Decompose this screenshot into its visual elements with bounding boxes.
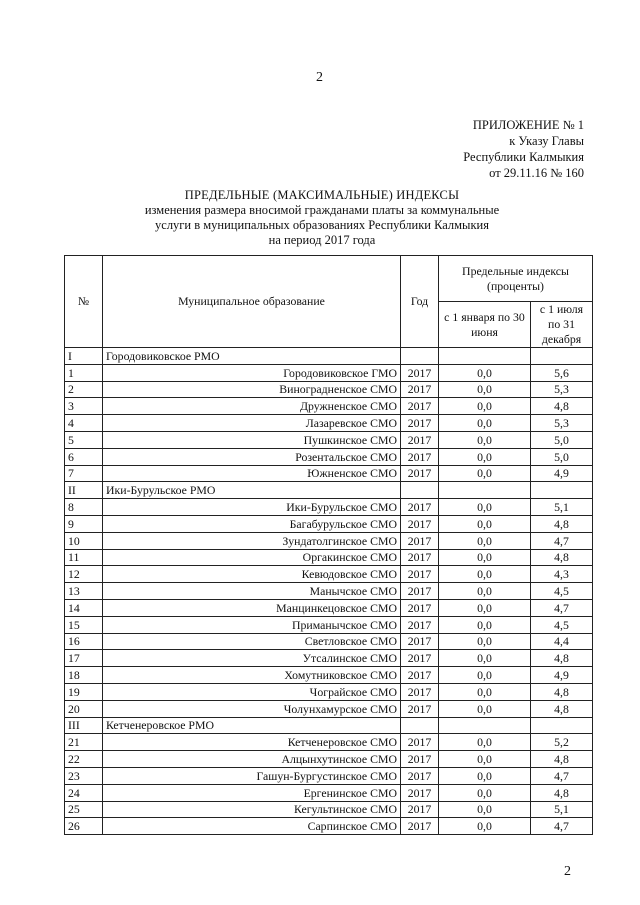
row-year	[401, 482, 439, 499]
row-index-jan-jun: 0,0	[439, 683, 531, 700]
row-year: 2017	[401, 566, 439, 583]
row-index-jan-jun: 0,0	[439, 751, 531, 768]
row-municipality: Приманычское СМО	[103, 616, 401, 633]
row-index-jan-jun: 0,0	[439, 549, 531, 566]
document-title	[100, 188, 544, 248]
row-municipality: Южненское СМО	[103, 465, 401, 482]
row-index-jan-jun: 0,0	[439, 583, 531, 600]
row-number: III	[65, 717, 103, 734]
table-row	[65, 364, 593, 381]
table-row	[65, 683, 593, 700]
table-row	[65, 566, 593, 583]
table-row	[65, 398, 593, 415]
row-municipality: Пушкинское СМО	[103, 431, 401, 448]
row-year: 2017	[401, 667, 439, 684]
row-index-jul-dec: 4,8	[531, 751, 593, 768]
row-index-jan-jun: 0,0	[439, 448, 531, 465]
row-index-jan-jun: 0,0	[439, 398, 531, 415]
row-municipality: Кетченеровское СМО	[103, 734, 401, 751]
title-line-4: на период 2017 года	[268, 233, 376, 247]
row-municipality: Ергенинское СМО	[103, 784, 401, 801]
row-index-jul-dec: 4,8	[531, 398, 593, 415]
table-row	[65, 465, 593, 482]
row-index-jan-jun: 0,0	[439, 415, 531, 432]
page-number-bottom: 2	[564, 864, 571, 879]
row-municipality: Виноградненское СМО	[103, 381, 401, 398]
row-index-jan-jun: 0,0	[439, 364, 531, 381]
row-year: 2017	[401, 818, 439, 835]
table-row	[65, 515, 593, 532]
row-year: 2017	[401, 583, 439, 600]
table-row	[65, 633, 593, 650]
table-row	[65, 549, 593, 566]
header-jan-jun: с 1 января по 30 июня	[439, 302, 531, 348]
row-number: 8	[65, 499, 103, 516]
row-number: 17	[65, 650, 103, 667]
row-index-jan-jun: 0,0	[439, 700, 531, 717]
row-index-jan-jun: 0,0	[439, 515, 531, 532]
row-index-jan-jun: 0,0	[439, 801, 531, 818]
row-year: 2017	[401, 431, 439, 448]
row-index-jan-jun	[439, 717, 531, 734]
row-number: 7	[65, 465, 103, 482]
row-index-jan-jun: 0,0	[439, 599, 531, 616]
header-num: №	[65, 256, 103, 348]
row-municipality: Манычское СМО	[103, 583, 401, 600]
table-row	[65, 650, 593, 667]
table-row	[65, 583, 593, 600]
row-municipality: Городовиковское РМО	[103, 348, 401, 365]
table-row	[65, 431, 593, 448]
row-index-jul-dec: 5,1	[531, 499, 593, 516]
row-year: 2017	[401, 801, 439, 818]
row-number: 23	[65, 767, 103, 784]
row-index-jul-dec: 4,7	[531, 532, 593, 549]
row-index-jan-jun: 0,0	[439, 650, 531, 667]
row-index-jan-jun	[439, 348, 531, 365]
row-municipality: Кетченеровское РМО	[103, 717, 401, 734]
table-group-row	[65, 348, 593, 365]
row-municipality: Ики-Бурульское СМО	[103, 499, 401, 516]
row-number: 2	[65, 381, 103, 398]
row-index-jul-dec: 5,3	[531, 381, 593, 398]
title-line-1: ПРЕДЕЛЬНЫЕ (МАКСИМАЛЬНЫЕ) ИНДЕКСЫ	[184, 188, 460, 202]
row-index-jul-dec	[531, 717, 593, 734]
row-number: 24	[65, 784, 103, 801]
row-year: 2017	[401, 532, 439, 549]
row-year: 2017	[401, 734, 439, 751]
row-number: II	[65, 482, 103, 499]
row-index-jan-jun: 0,0	[439, 431, 531, 448]
row-municipality: Кевюдовское СМО	[103, 566, 401, 583]
table-row	[65, 667, 593, 684]
table-group-row	[65, 482, 593, 499]
row-number: 12	[65, 566, 103, 583]
row-municipality: Оргакинское СМО	[103, 549, 401, 566]
row-index-jan-jun: 0,0	[439, 465, 531, 482]
table-row	[65, 599, 593, 616]
row-year: 2017	[401, 499, 439, 516]
row-index-jul-dec: 4,9	[531, 667, 593, 684]
row-index-jan-jun: 0,0	[439, 616, 531, 633]
row-index-jul-dec: 4,7	[531, 599, 593, 616]
page-number-top: 2	[316, 70, 323, 85]
row-year: 2017	[401, 364, 439, 381]
row-municipality: Кегультинское СМО	[103, 801, 401, 818]
row-index-jul-dec: 4,8	[531, 683, 593, 700]
row-number: 3	[65, 398, 103, 415]
row-municipality: Утсалинское СМО	[103, 650, 401, 667]
row-municipality: Городовиковское ГМО	[103, 364, 401, 381]
row-index-jan-jun: 0,0	[439, 667, 531, 684]
row-number: 26	[65, 818, 103, 835]
row-municipality: Гашун-Бургустинское СМО	[103, 767, 401, 784]
row-index-jul-dec: 4,7	[531, 818, 593, 835]
row-number: 1	[65, 364, 103, 381]
title-line-3: услуги в муниципальных образованиях Республики Калмыкия	[155, 218, 489, 232]
row-year	[401, 348, 439, 365]
row-year: 2017	[401, 415, 439, 432]
row-index-jul-dec: 4,8	[531, 784, 593, 801]
appendix-line-decree: к Указу Главы	[509, 134, 584, 148]
row-index-jan-jun: 0,0	[439, 767, 531, 784]
row-index-jul-dec: 4,8	[531, 549, 593, 566]
row-index-jan-jun: 0,0	[439, 381, 531, 398]
row-municipality: Лазаревское СМО	[103, 415, 401, 432]
row-index-jan-jun: 0,0	[439, 734, 531, 751]
table-row	[65, 499, 593, 516]
row-number: 21	[65, 734, 103, 751]
table-row	[65, 381, 593, 398]
row-index-jul-dec: 5,0	[531, 431, 593, 448]
row-year: 2017	[401, 633, 439, 650]
row-year: 2017	[401, 381, 439, 398]
row-index-jan-jun: 0,0	[439, 532, 531, 549]
row-number: 14	[65, 599, 103, 616]
row-index-jan-jun: 0,0	[439, 784, 531, 801]
header-year: Год	[401, 256, 439, 348]
table-row	[65, 801, 593, 818]
row-index-jan-jun: 0,0	[439, 566, 531, 583]
appendix-title: ПРИЛОЖЕНИЕ № 1	[472, 118, 584, 132]
row-year: 2017	[401, 700, 439, 717]
row-index-jul-dec: 4,8	[531, 515, 593, 532]
appendix-line-date: от 29.11.16 № 160	[489, 166, 584, 180]
row-municipality: Хомутниковское СМО	[103, 667, 401, 684]
row-number: 18	[65, 667, 103, 684]
row-index-jul-dec: 4,7	[531, 767, 593, 784]
row-index-jul-dec: 5,6	[531, 364, 593, 381]
row-municipality: Алцынхутинское СМО	[103, 751, 401, 768]
row-municipality: Сарпинское СМО	[103, 818, 401, 835]
row-number: I	[65, 348, 103, 365]
table-row	[65, 532, 593, 549]
row-index-jul-dec: 4,4	[531, 633, 593, 650]
row-municipality: Манцинкецовское СМО	[103, 599, 401, 616]
row-year: 2017	[401, 751, 439, 768]
row-municipality: Багабурульское СМО	[103, 515, 401, 532]
table-row	[65, 734, 593, 751]
table-row	[65, 448, 593, 465]
row-index-jul-dec: 5,3	[531, 415, 593, 432]
row-index-jul-dec: 5,2	[531, 734, 593, 751]
row-municipality: Зундатолгинское СМО	[103, 532, 401, 549]
table-row	[65, 818, 593, 835]
row-index-jul-dec	[531, 348, 593, 365]
row-number: 25	[65, 801, 103, 818]
row-number: 5	[65, 431, 103, 448]
row-year: 2017	[401, 784, 439, 801]
row-municipality: Ики-Бурульское РМО	[103, 482, 401, 499]
row-index-jul-dec: 4,8	[531, 700, 593, 717]
table-row	[65, 751, 593, 768]
row-index-jul-dec: 4,8	[531, 650, 593, 667]
row-index-jan-jun: 0,0	[439, 818, 531, 835]
row-year: 2017	[401, 465, 439, 482]
row-index-jul-dec: 4,3	[531, 566, 593, 583]
row-number: 10	[65, 532, 103, 549]
table-body	[65, 348, 593, 835]
row-year	[401, 717, 439, 734]
header-municipality: Муниципальное образование	[103, 256, 401, 348]
row-municipality: Розентальское СМО	[103, 448, 401, 465]
row-index-jul-dec: 4,9	[531, 465, 593, 482]
row-year: 2017	[401, 683, 439, 700]
row-number: 11	[65, 549, 103, 566]
row-number: 13	[65, 583, 103, 600]
row-index-jul-dec: 5,0	[531, 448, 593, 465]
row-number: 16	[65, 633, 103, 650]
table-row	[65, 784, 593, 801]
row-number: 22	[65, 751, 103, 768]
table-row	[65, 616, 593, 633]
table-row	[65, 767, 593, 784]
table-row	[65, 415, 593, 432]
appendix-block	[463, 117, 584, 181]
row-year: 2017	[401, 767, 439, 784]
row-number: 6	[65, 448, 103, 465]
row-index-jul-dec: 5,1	[531, 801, 593, 818]
row-year: 2017	[401, 398, 439, 415]
row-municipality: Чолунхамурское СМО	[103, 700, 401, 717]
header-jul-dec: с 1 июля по 31 декабря	[531, 302, 593, 348]
row-year: 2017	[401, 616, 439, 633]
row-municipality: Светловское СМО	[103, 633, 401, 650]
row-index-jul-dec: 4,5	[531, 616, 593, 633]
indices-table	[64, 255, 593, 835]
row-number: 19	[65, 683, 103, 700]
row-index-jan-jun: 0,0	[439, 499, 531, 516]
table-row	[65, 700, 593, 717]
row-year: 2017	[401, 549, 439, 566]
row-number: 20	[65, 700, 103, 717]
row-municipality: Чограйское СМО	[103, 683, 401, 700]
header-limit-indices: Предельные индексы (проценты)	[439, 256, 593, 302]
row-index-jan-jun: 0,0	[439, 633, 531, 650]
row-index-jan-jun	[439, 482, 531, 499]
row-number: 15	[65, 616, 103, 633]
row-year: 2017	[401, 650, 439, 667]
row-index-jul-dec: 4,5	[531, 583, 593, 600]
title-line-2: изменения размера вносимой гражданами платы за коммунальные	[144, 203, 500, 217]
row-number: 9	[65, 515, 103, 532]
row-index-jul-dec	[531, 482, 593, 499]
row-year: 2017	[401, 515, 439, 532]
row-year: 2017	[401, 448, 439, 465]
table-group-row	[65, 717, 593, 734]
appendix-line-republic: Республики Калмыкия	[463, 150, 584, 164]
row-number: 4	[65, 415, 103, 432]
row-municipality: Дружненское СМО	[103, 398, 401, 415]
row-year: 2017	[401, 599, 439, 616]
